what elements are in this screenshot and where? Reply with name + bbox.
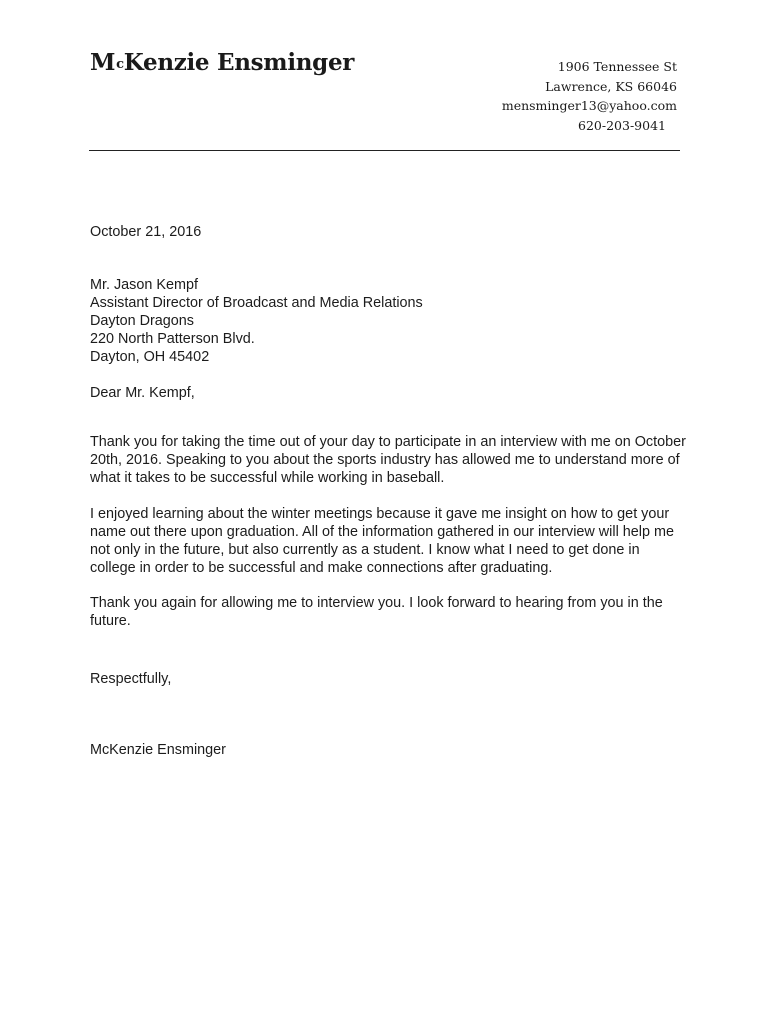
letterhead-name-prefix: M [90,49,116,76]
contact-city-state-zip: Lawrence, KS 66046 [545,78,677,94]
contact-block [502,57,677,135]
letter-date: October 21, 2016 [90,224,202,240]
letterhead-name-rest: Kenzie Ensminger [123,49,355,76]
salutation: Dear Mr. Kempf, [90,385,195,401]
recipient-organization: Dayton Dragons [90,313,194,329]
signature-name: McKenzie Ensminger [90,742,226,758]
recipient-name: Mr. Jason Kempf [90,277,198,293]
recipient-address [90,276,686,366]
body-paragraph-1: Thank you for taking the time out of your day to participate in an interview with me on October 20th, 2016. Speaking to you about the sports industry has allowed me to understand more of what it takes to be successful while working in baseball. [90,434,686,487]
recipient-title: Assistant Director of Broadcast and Media Relations [90,295,423,311]
body-paragraph-3: Thank you again for allowing me to interview you. I look forward to hearing from you in the future. [90,595,663,630]
letterhead-name [90,49,354,77]
body-paragraph-2: I enjoyed learning about the winter meetings because it gave me insight on how to get your name out there upon graduation. All of the information gathered in our interview will help me not only in the future, but also currently as a student. I know what I need to get done in college in order to be successful and make connections after graduating. [90,506,674,577]
closing: Respectfully, [90,671,172,687]
contact-street: 1906 Tennessee St [557,59,677,74]
contact-phone: 620-203-9041 [578,117,666,133]
recipient-street: 220 North Patterson Blvd. [90,331,255,347]
letterhead-name-superscript: c [116,57,124,72]
contact-email: mensminger13@yahoo.com [501,98,677,113]
letterhead-divider [89,150,680,151]
recipient-city-state-zip: Dayton, OH 45402 [90,349,210,365]
